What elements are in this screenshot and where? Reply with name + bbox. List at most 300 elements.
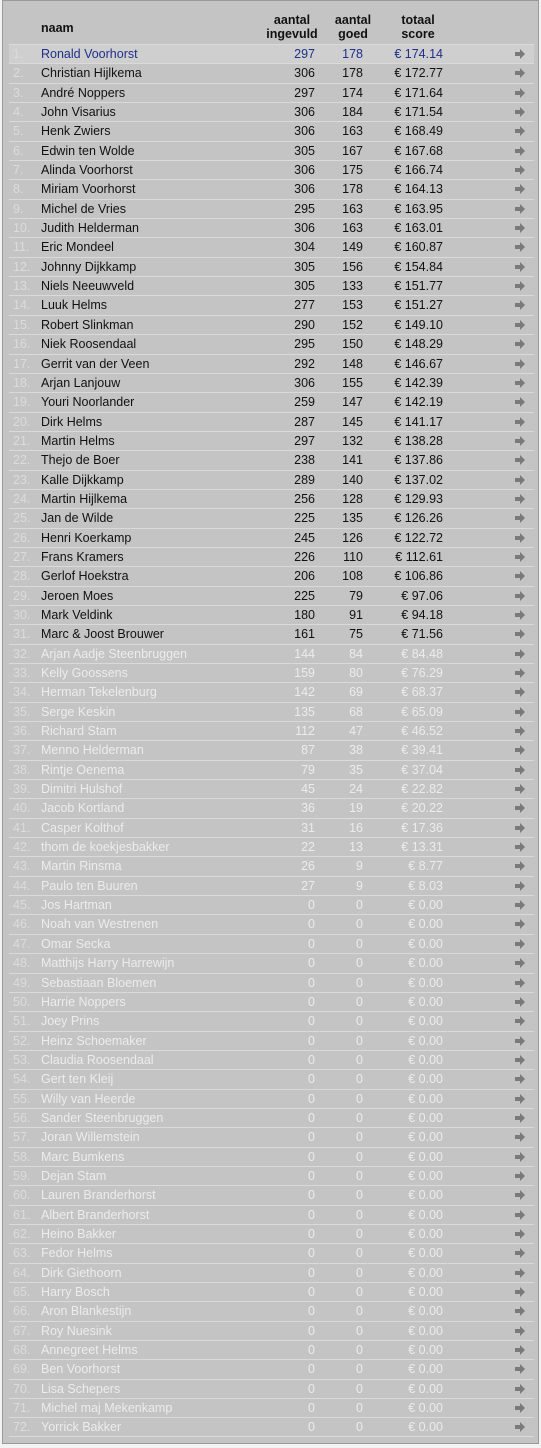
row-correct: 167 [342, 143, 363, 158]
row-name: Menno Helderman [41, 743, 144, 758]
ranking-list [9, 44, 534, 1437]
row-score: € 68.37 [401, 685, 443, 700]
table-row[interactable] [9, 489, 534, 508]
arrow-right-icon[interactable] [514, 512, 526, 524]
arrow-right-icon[interactable] [514, 1073, 526, 1085]
table-row[interactable] [9, 412, 534, 431]
table-row[interactable] [9, 257, 534, 276]
table-row[interactable] [9, 779, 534, 798]
arrow-right-icon[interactable] [514, 570, 526, 582]
arrow-right-icon[interactable] [514, 493, 526, 505]
table-row[interactable] [9, 1166, 534, 1185]
arrow-right-icon[interactable] [514, 706, 526, 718]
table-row[interactable] [9, 740, 534, 759]
row-rank: 40. [13, 801, 31, 816]
row-filled: 0 [308, 1014, 315, 1029]
row-score: € 164.13 [394, 182, 443, 197]
arrow-right-icon[interactable] [514, 551, 526, 563]
table-row[interactable] [9, 1379, 534, 1398]
table-row[interactable] [9, 1205, 534, 1224]
row-filled: 304 [294, 240, 315, 255]
arrow-right-icon[interactable] [514, 1402, 526, 1414]
row-name: Niels Neeuwveld [41, 279, 135, 294]
row-filled: 289 [294, 472, 315, 487]
arrow-right-icon[interactable] [514, 1305, 526, 1317]
arrow-right-icon[interactable] [514, 1054, 526, 1066]
arrow-right-icon[interactable] [514, 338, 526, 350]
row-correct: 0 [356, 936, 363, 951]
row-correct: 163 [342, 221, 363, 236]
row-name: Arjan Lanjouw [41, 375, 121, 390]
arrow-right-icon[interactable] [514, 377, 526, 389]
table-row[interactable] [9, 837, 534, 856]
row-rank: 8. [13, 182, 24, 197]
table-row[interactable] [9, 373, 534, 392]
row-correct: 0 [356, 1188, 363, 1203]
table-row[interactable] [9, 1031, 534, 1050]
table-row[interactable] [9, 141, 534, 160]
table-row[interactable] [9, 702, 534, 721]
header-filled-line1: aantal [273, 13, 311, 27]
row-filled: 0 [308, 1207, 315, 1222]
row-correct: 128 [342, 491, 363, 506]
table-row[interactable] [9, 44, 534, 63]
table-row[interactable] [9, 276, 534, 295]
arrow-right-icon[interactable] [514, 1131, 526, 1143]
table-row[interactable] [9, 605, 534, 624]
row-name: Gerlof Hoekstra [41, 569, 129, 584]
arrow-right-icon[interactable] [514, 1015, 526, 1027]
row-name: Dirk Helms [41, 414, 103, 429]
row-correct: 110 [343, 549, 363, 564]
arrow-right-icon[interactable] [514, 996, 526, 1008]
row-filled: 135 [294, 704, 315, 719]
row-score: € 0.00 [408, 1110, 443, 1125]
table-row[interactable] [9, 470, 534, 489]
row-score: € 142.19 [394, 395, 443, 410]
row-name: Paulo ten Buuren [41, 878, 138, 893]
arrow-right-icon[interactable] [514, 87, 526, 99]
row-correct: 0 [356, 898, 363, 913]
arrow-right-icon[interactable] [514, 241, 526, 253]
row-correct: 0 [356, 1343, 363, 1358]
row-correct: 149 [342, 240, 363, 255]
row-filled: 306 [294, 221, 315, 236]
table-row[interactable] [9, 760, 534, 779]
row-score: € 154.84 [394, 259, 443, 274]
table-row[interactable] [9, 1069, 534, 1088]
row-rank: 21. [13, 433, 31, 448]
table-row[interactable] [9, 392, 534, 411]
row-name: Richard Stam [41, 724, 117, 739]
arrow-right-icon[interactable] [514, 744, 526, 756]
table-row[interactable] [9, 1224, 534, 1243]
table-row[interactable] [9, 586, 534, 605]
arrow-right-icon[interactable] [514, 106, 526, 118]
row-filled: 0 [308, 1033, 315, 1048]
arrow-right-icon[interactable] [514, 416, 526, 428]
arrow-right-icon[interactable] [514, 686, 526, 698]
row-correct: 0 [356, 956, 363, 971]
row-rank: 71. [13, 1401, 31, 1416]
row-correct: 0 [356, 1072, 363, 1087]
arrow-right-icon[interactable] [514, 783, 526, 795]
row-correct: 19 [349, 801, 363, 816]
row-correct: 0 [356, 1304, 363, 1319]
row-rank: 65. [13, 1285, 31, 1299]
table-row[interactable] [9, 334, 534, 353]
arrow-right-icon[interactable] [514, 261, 526, 273]
row-correct: 13 [349, 840, 363, 855]
table-row[interactable] [9, 1108, 534, 1127]
row-correct: 145 [342, 414, 363, 429]
arrow-right-icon[interactable] [514, 164, 526, 176]
ranking-panel [2, 0, 539, 1444]
row-rank: 52. [13, 1033, 31, 1048]
arrow-right-icon[interactable] [514, 474, 526, 486]
row-name: Fedor Helms [41, 1246, 113, 1261]
row-rank: 9. [13, 201, 24, 216]
row-name: Serge Keskin [41, 704, 116, 719]
row-name: Yorrick Bakker [41, 1420, 122, 1435]
table-row[interactable] [9, 1089, 534, 1108]
arrow-right-icon[interactable] [514, 822, 526, 834]
row-filled: 22 [301, 840, 315, 855]
arrow-right-icon[interactable] [514, 203, 526, 215]
header-score [383, 13, 453, 41]
row-correct: 0 [356, 975, 363, 990]
row-correct: 148 [342, 356, 363, 371]
table-row[interactable] [9, 199, 534, 218]
row-filled: 0 [308, 1285, 315, 1299]
table-row[interactable] [9, 818, 534, 837]
arrow-right-icon[interactable] [514, 319, 526, 331]
header-filled [257, 13, 327, 41]
row-name: Dejan Stam [41, 1168, 107, 1183]
table-row[interactable] [9, 566, 534, 585]
arrow-right-icon[interactable] [514, 1170, 526, 1182]
table-row[interactable] [9, 682, 534, 701]
row-name: Harry Bosch [41, 1285, 110, 1299]
arrow-right-icon[interactable] [514, 1286, 526, 1298]
row-name: thom de koekjesbakker [41, 840, 170, 855]
row-rank: 7. [13, 163, 24, 178]
row-correct: 79 [349, 588, 363, 603]
arrow-right-icon[interactable] [514, 1325, 526, 1337]
row-correct: 0 [356, 1168, 363, 1183]
row-correct: 108 [342, 569, 363, 584]
arrow-right-icon[interactable] [514, 454, 526, 466]
arrow-right-icon[interactable] [514, 841, 526, 853]
table-header [3, 1, 538, 44]
table-row[interactable] [9, 624, 534, 643]
row-correct: 140 [342, 472, 363, 487]
row-correct: 0 [356, 917, 363, 932]
arrow-right-icon[interactable] [514, 1035, 526, 1047]
row-filled: 0 [308, 994, 315, 1009]
arrow-right-icon[interactable] [514, 880, 526, 892]
arrow-right-icon[interactable] [514, 860, 526, 872]
row-correct: 178 [342, 47, 363, 61]
row-name: Dirk Giethoorn [41, 1265, 122, 1280]
table-row[interactable] [9, 663, 534, 682]
arrow-right-icon[interactable] [514, 977, 526, 989]
table-row[interactable] [9, 295, 534, 314]
row-name: Martin Rinsma [41, 859, 122, 874]
arrow-right-icon[interactable] [514, 938, 526, 950]
arrow-right-icon[interactable] [514, 1421, 526, 1433]
row-rank: 37. [13, 743, 31, 758]
row-filled: 0 [308, 1323, 315, 1338]
arrow-right-icon[interactable] [514, 648, 526, 660]
row-filled: 31 [301, 820, 315, 835]
arrow-right-icon[interactable] [514, 1228, 526, 1240]
row-rank: 38. [13, 762, 31, 777]
arrow-right-icon[interactable] [514, 1247, 526, 1259]
arrow-right-icon[interactable] [514, 1151, 526, 1163]
table-row[interactable] [9, 895, 534, 914]
table-row[interactable] [9, 179, 534, 198]
row-score: € 0.00 [408, 1207, 443, 1222]
row-correct: 0 [356, 1226, 363, 1241]
arrow-right-icon[interactable] [514, 1112, 526, 1124]
table-row[interactable] [9, 1417, 534, 1436]
row-score: € 71.56 [401, 627, 443, 642]
arrow-right-icon[interactable] [514, 222, 526, 234]
arrow-right-icon[interactable] [514, 1267, 526, 1279]
row-name: Sebastiaan Bloemen [41, 975, 157, 990]
arrow-right-icon[interactable] [514, 725, 526, 737]
table-row[interactable] [9, 1147, 534, 1166]
row-correct: 0 [356, 1110, 363, 1125]
table-row[interactable] [9, 1011, 534, 1030]
table-row[interactable] [9, 1263, 534, 1282]
header-filled-line2: ingevuld [266, 27, 318, 41]
arrow-right-icon[interactable] [514, 299, 526, 311]
arrow-right-icon[interactable] [514, 1093, 526, 1105]
arrow-right-icon[interactable] [514, 67, 526, 79]
row-filled: 0 [308, 1381, 315, 1396]
row-filled: 0 [308, 1072, 315, 1087]
table-row[interactable] [9, 315, 534, 334]
table-row[interactable] [9, 721, 534, 740]
row-correct: 141 [342, 453, 363, 468]
row-rank: 46. [13, 917, 31, 932]
row-score: € 0.00 [408, 898, 443, 913]
arrow-right-icon[interactable] [514, 532, 526, 544]
row-name: Herman Tekelenburg [41, 685, 157, 700]
table-row[interactable] [9, 914, 534, 933]
row-rank: 61. [13, 1207, 31, 1222]
row-filled: 142 [294, 685, 315, 700]
arrow-right-icon[interactable] [514, 802, 526, 814]
row-score: € 0.00 [408, 1362, 443, 1377]
row-filled: 161 [294, 627, 315, 642]
arrow-right-icon[interactable] [514, 918, 526, 930]
row-rank: 27. [13, 549, 31, 564]
row-filled: 159 [294, 666, 315, 680]
arrow-right-icon[interactable] [514, 590, 526, 602]
row-rank: 5. [13, 124, 24, 139]
row-score: € 146.67 [394, 356, 443, 371]
arrow-right-icon[interactable] [514, 628, 526, 640]
table-row[interactable] [9, 798, 534, 817]
row-correct: 84 [349, 646, 363, 661]
row-rank: 14. [13, 298, 31, 313]
row-name: Mark Veldink [41, 607, 113, 622]
row-rank: 19. [13, 395, 31, 410]
row-name: Harrie Noppers [41, 994, 126, 1009]
arrow-right-icon[interactable] [514, 957, 526, 969]
table-row[interactable] [9, 237, 534, 256]
row-correct: 175 [342, 163, 363, 178]
table-row[interactable] [9, 934, 534, 953]
header-correct [325, 13, 381, 41]
row-name: Michel de Vries [41, 201, 126, 216]
row-name: Luuk Helms [41, 298, 107, 313]
table-row[interactable] [9, 102, 534, 121]
table-row[interactable] [9, 528, 534, 547]
row-correct: 135 [342, 511, 363, 526]
arrow-right-icon[interactable] [514, 1209, 526, 1221]
row-rank: 26. [13, 530, 31, 545]
row-name: Ben Voorhorst [41, 1362, 121, 1377]
arrow-right-icon[interactable] [514, 280, 526, 292]
row-correct: 0 [356, 1014, 363, 1029]
arrow-right-icon[interactable] [514, 1363, 526, 1375]
arrow-right-icon[interactable] [514, 1189, 526, 1201]
table-row[interactable] [9, 450, 534, 469]
row-name: Niek Roosendaal [41, 337, 137, 352]
table-row[interactable] [9, 876, 534, 895]
row-score: € 46.52 [401, 724, 443, 739]
row-filled: 0 [308, 1188, 315, 1203]
row-name: Gerrit van der Veen [41, 356, 150, 371]
table-row[interactable] [9, 1340, 534, 1359]
arrow-right-icon[interactable] [514, 396, 526, 408]
arrow-right-icon[interactable] [514, 48, 526, 60]
row-score: € 167.68 [394, 143, 443, 158]
table-row[interactable] [9, 160, 534, 179]
row-name: Martin Helms [41, 433, 115, 448]
row-score: € 0.00 [408, 1323, 443, 1338]
row-correct: 80 [349, 666, 363, 680]
arrow-right-icon[interactable] [514, 183, 526, 195]
row-filled: 259 [294, 395, 315, 410]
row-rank: 62. [13, 1226, 31, 1241]
arrow-right-icon[interactable] [514, 667, 526, 679]
table-row[interactable] [9, 973, 534, 992]
table-row[interactable] [9, 856, 534, 875]
arrow-right-icon[interactable] [514, 609, 526, 621]
row-score: € 151.77 [394, 279, 443, 294]
row-score: € 0.00 [408, 1033, 443, 1048]
table-row[interactable] [9, 431, 534, 450]
table-row[interactable] [9, 1282, 534, 1301]
table-row[interactable] [9, 1301, 534, 1320]
row-filled: 226 [294, 549, 315, 564]
row-score: € 76.29 [401, 666, 443, 680]
row-filled: 306 [294, 182, 315, 197]
row-filled: 0 [308, 936, 315, 951]
table-row[interactable] [9, 644, 534, 663]
row-name: Omar Secka [41, 936, 111, 951]
row-rank: 51. [13, 1014, 31, 1029]
arrow-right-icon[interactable] [514, 899, 526, 911]
row-filled: 0 [308, 1401, 315, 1416]
table-row[interactable] [9, 1050, 534, 1069]
table-row[interactable] [9, 1243, 534, 1262]
row-score: € 8.77 [408, 859, 443, 874]
table-row[interactable] [9, 992, 534, 1011]
row-correct: 0 [356, 1420, 363, 1435]
table-row[interactable] [9, 547, 534, 566]
row-filled: 225 [294, 511, 315, 526]
table-row[interactable] [9, 1185, 534, 1204]
table-row[interactable] [9, 1127, 534, 1146]
arrow-right-icon[interactable] [514, 1344, 526, 1356]
row-filled: 306 [294, 375, 315, 390]
table-row[interactable] [9, 953, 534, 972]
row-filled: 292 [294, 356, 315, 371]
row-correct: 0 [356, 1285, 363, 1299]
header-name: naam [41, 21, 74, 35]
row-score: € 0.00 [408, 936, 443, 951]
row-filled: 0 [308, 1265, 315, 1280]
arrow-right-icon[interactable] [514, 125, 526, 137]
row-name: Miriam Voorhorst [41, 182, 136, 197]
row-filled: 295 [294, 201, 315, 216]
row-name: Dimitri Hulshof [41, 782, 123, 797]
row-rank: 58. [13, 1149, 31, 1164]
table-row[interactable] [9, 1321, 534, 1340]
row-rank: 54. [13, 1072, 31, 1087]
table-row[interactable] [9, 218, 534, 237]
row-filled: 0 [308, 1226, 315, 1241]
table-row[interactable] [9, 121, 534, 140]
row-correct: 0 [356, 1149, 363, 1164]
row-filled: 0 [308, 1149, 315, 1164]
arrow-right-icon[interactable] [514, 435, 526, 447]
row-rank: 11. [13, 240, 30, 255]
arrow-right-icon[interactable] [514, 145, 526, 157]
table-row[interactable] [9, 63, 534, 82]
row-name: Lisa Schepers [41, 1381, 121, 1396]
row-name: Jan de Wilde [41, 511, 114, 526]
table-row[interactable] [9, 354, 534, 373]
row-name: Michel maj Mekenkamp [41, 1401, 173, 1416]
arrow-right-icon[interactable] [514, 764, 526, 776]
table-row[interactable] [9, 508, 534, 527]
row-score: € 160.87 [394, 240, 443, 255]
arrow-right-icon[interactable] [514, 1383, 526, 1395]
row-correct: 0 [356, 1033, 363, 1048]
row-score: € 22.82 [401, 782, 443, 797]
table-row[interactable] [9, 1398, 534, 1417]
row-score: € 151.27 [394, 298, 443, 313]
table-row[interactable] [9, 1359, 534, 1378]
row-rank: 72. [13, 1420, 31, 1435]
row-correct: 0 [356, 1207, 363, 1222]
table-row[interactable] [9, 83, 534, 102]
row-name: Gert ten Kleij [41, 1072, 114, 1087]
row-name: Matthijs Harry Harrewijn [41, 956, 175, 971]
row-correct: 0 [356, 1265, 363, 1280]
arrow-right-icon[interactable] [514, 358, 526, 370]
row-filled: 256 [294, 491, 315, 506]
row-rank: 25. [13, 511, 31, 526]
row-name: Sander Steenbruggen [41, 1110, 164, 1125]
